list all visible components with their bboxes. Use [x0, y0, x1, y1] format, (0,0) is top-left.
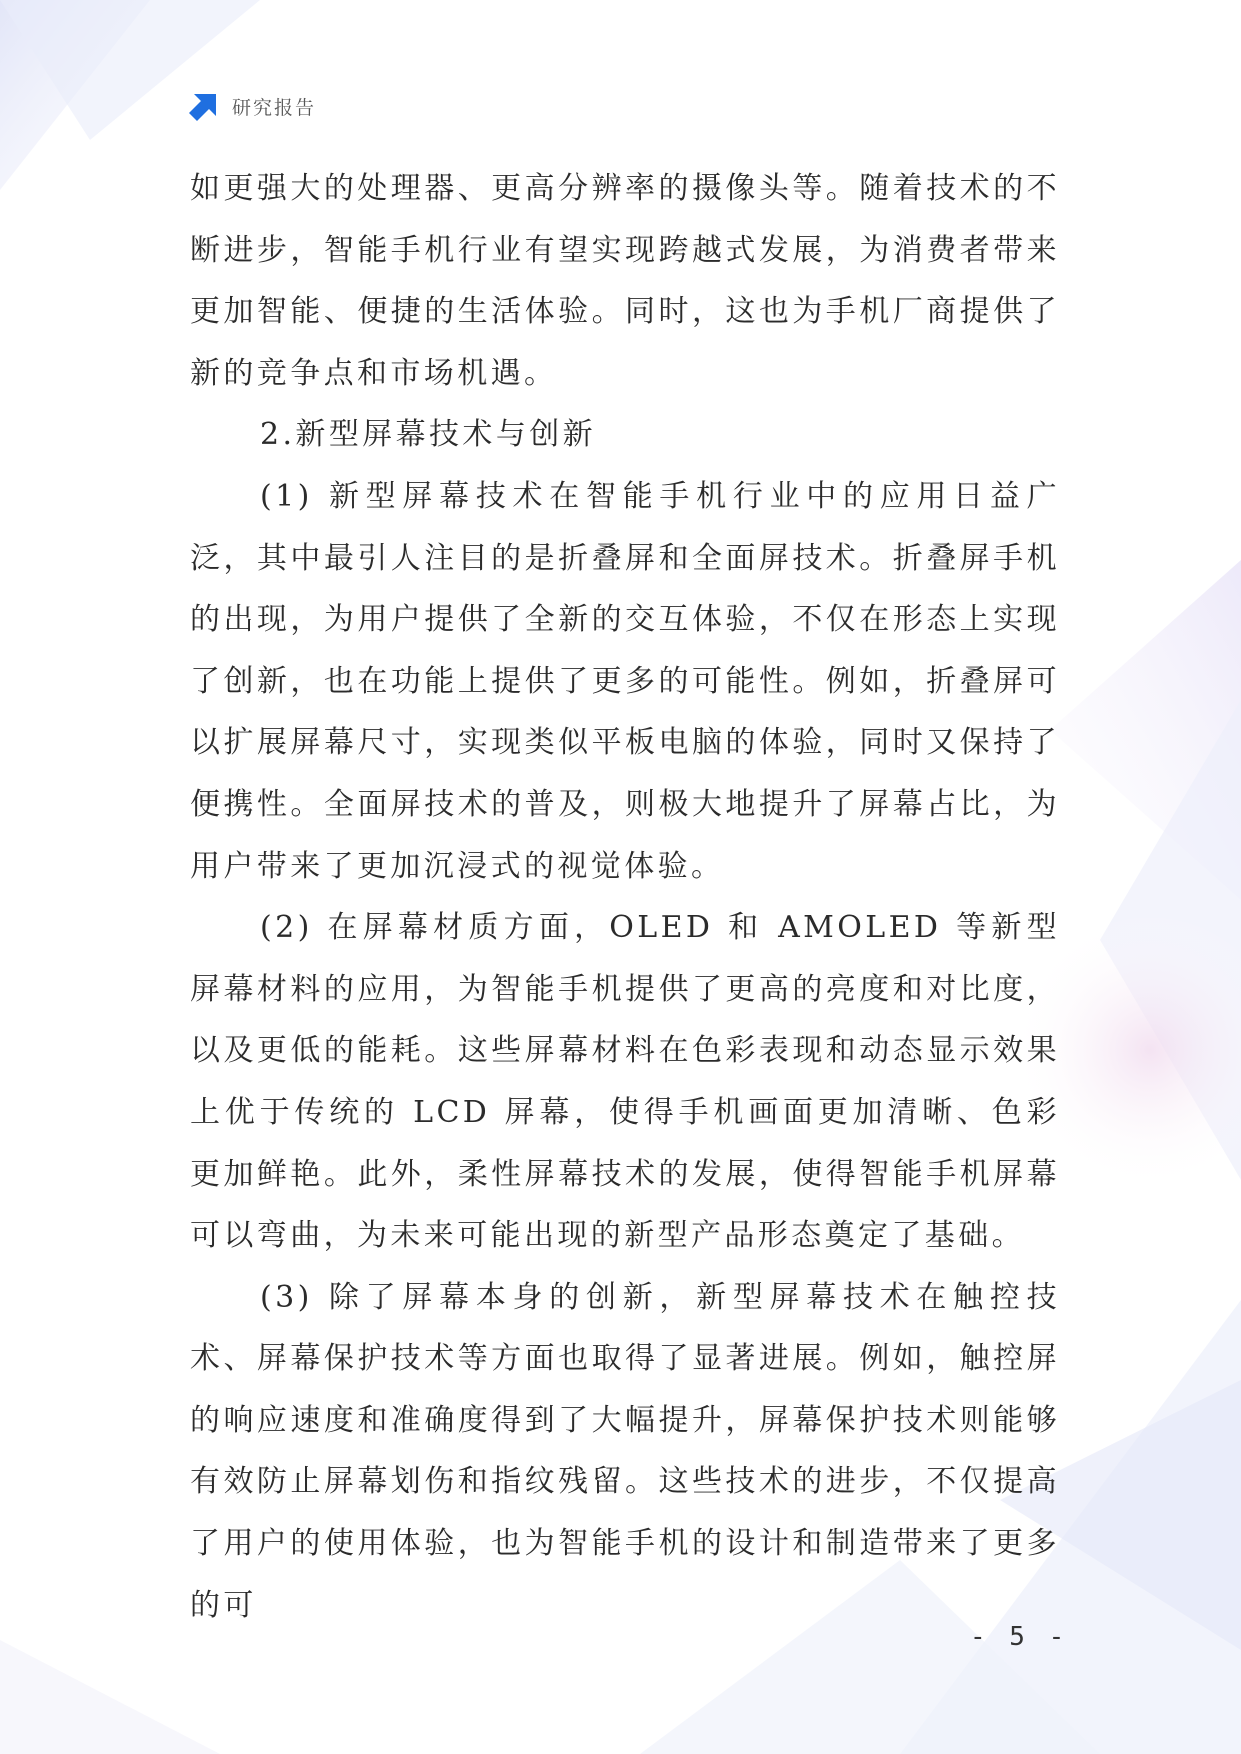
body-paragraph: (3) 除了屏幕本身的创新，新型屏幕技术在触控技术、屏幕保护技术等方面也取得了显著进展。例如，触控屏的响应速度和准确度得到了大幅提升，屏幕保护技术则能够有效防止屏幕划伤和指纹残留。这些技术的进步，不仅提高了用户的使用体验，也为智能手机的设计和制造带来了更多的可 [190, 1279, 1060, 1623]
body-paragraph: (2) 在屏幕材质方面，OLED 和 AMOLED 等新型屏幕材料的应用，为智能手机提供了更高的亮度和对比度，以及更低的能耗。这些屏幕材料在色彩表现和动态显示效果上优于传统的 LCD 屏幕，使得手机画面更加清晰、色彩更加鲜艳。此外，柔性屏幕技术的发展，使得智能手机屏幕可以弯曲，为未来可能出现的新型产品形态奠定了基础。 [190, 910, 1060, 1254]
header-title: 研究报告 [232, 96, 317, 119]
body-paragraph: (1) 新型屏幕技术在智能手机行业中的应用日益广泛，其中最引人注目的是折叠屏和全面屏技术。折叠屏手机的出现，为用户提供了全新的交互体验，不仅在形态上实现了创新，也在功能上提供了更多的可能性。例如，折叠屏可以扩展屏幕尺寸，实现类似平板电脑的体验，同时又保持了便携性。全面屏技术的普及，则极大地提升了屏幕占比，为用户带来了更加沉浸式的视觉体验。 [190, 478, 1060, 884]
section-heading: 2.新型屏幕技术与创新 [260, 417, 597, 453]
page-number: - 5 - [970, 1622, 1069, 1652]
report-header [188, 88, 316, 124]
document-body [190, 158, 1060, 1636]
body-paragraph: 如更强大的处理器、更高分辨率的摄像头等。随着技术的不断进步，智能手机行业有望实现跨越式发展，为消费者带来更加智能、便捷的生活体验。同时，这也为手机厂商提供了新的竞争点和市场机遇。 [190, 171, 1060, 391]
arrow-up-right-icon [188, 90, 220, 122]
